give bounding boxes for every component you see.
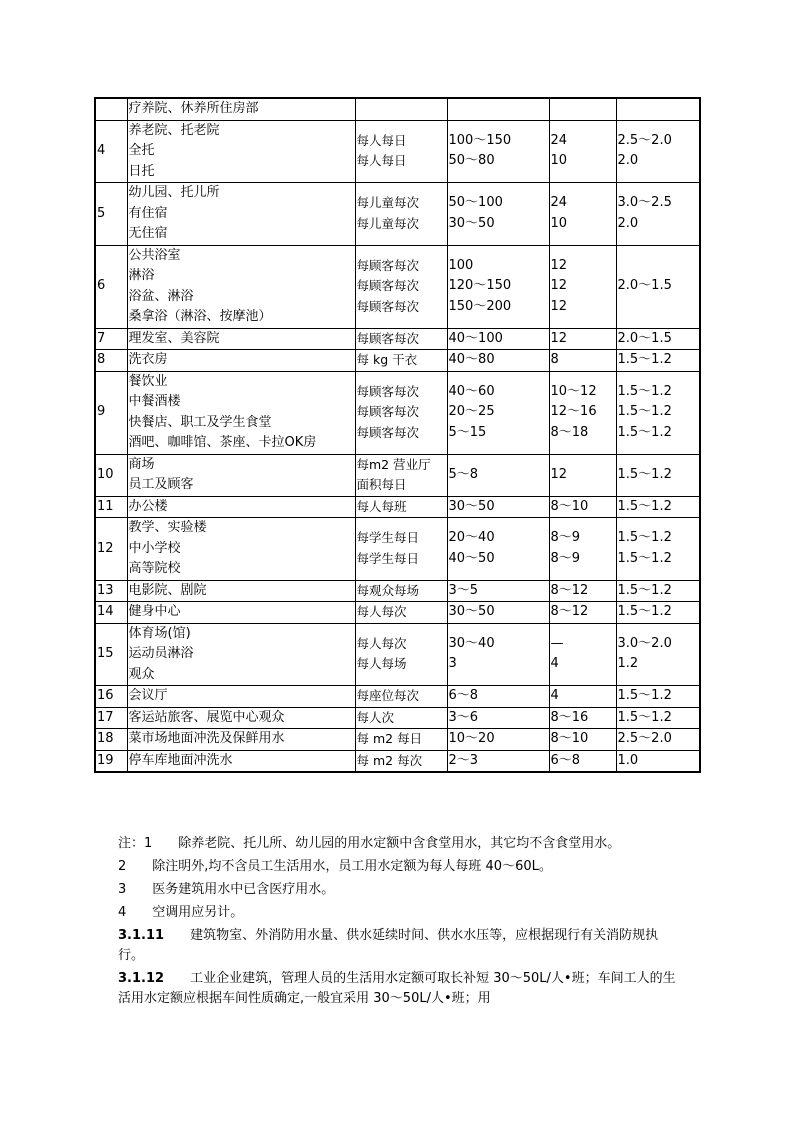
hours-cell xyxy=(549,328,616,350)
cell-line: 2.0～1.5 xyxy=(617,330,672,346)
table-row xyxy=(95,496,700,518)
row-number: 13 xyxy=(95,580,127,602)
cell-line: 50～80 xyxy=(448,153,495,169)
cell-line: 每人每日 xyxy=(356,132,407,148)
note-4: 4 空调用应另计。 xyxy=(118,905,244,920)
coef-cell xyxy=(616,729,700,751)
hours-cell xyxy=(549,707,616,729)
row-number: 14 xyxy=(95,602,127,624)
cell-line: 每观众每场 xyxy=(356,582,420,598)
cell-line: 餐饮业 xyxy=(128,373,168,389)
cell-line: 每人每次 xyxy=(356,604,407,619)
unit-cell xyxy=(355,350,447,372)
cell-line: 疗养院、休养所住房部 xyxy=(128,101,259,116)
unit-cell xyxy=(355,707,447,729)
row-number: 8 xyxy=(95,350,127,372)
coef-cell xyxy=(616,686,700,708)
cell-line: 10～12 xyxy=(550,383,597,399)
quota-cell xyxy=(447,686,549,708)
cell-line: 12 xyxy=(550,257,568,273)
row-number: 15 xyxy=(95,623,127,686)
cell-line: 8～9 xyxy=(550,550,581,566)
quota-cell xyxy=(447,350,549,372)
table-body xyxy=(95,98,700,772)
cell-line: 30～50 xyxy=(448,215,495,231)
hours-cell xyxy=(549,729,616,751)
row-number: 17 xyxy=(95,707,127,729)
coef-cell xyxy=(616,580,700,602)
cell-line: 每顾客每次 xyxy=(356,424,420,440)
cell-line: 运动员淋浴 xyxy=(128,646,194,661)
cell-line: 每顾客每次 xyxy=(356,404,420,420)
building-name xyxy=(127,729,355,751)
cell-line: 高等院校 xyxy=(128,561,181,576)
cell-line: 20～40 xyxy=(448,530,495,546)
cell-line: 1.5～1.2 xyxy=(617,530,672,546)
hours-cell xyxy=(549,580,616,602)
building-name xyxy=(127,518,355,581)
cell-line: 3.0～2.5 xyxy=(617,195,672,211)
cell-line: 1.5～1.2 xyxy=(617,709,672,725)
cell-line: 4 xyxy=(550,656,559,672)
cell-line: 办公楼 xyxy=(128,498,168,514)
hours-cell xyxy=(549,623,616,686)
hours-cell xyxy=(549,120,616,183)
cell-line: 12 xyxy=(550,278,568,294)
cell-line: 停车库地面冲洗水 xyxy=(128,752,233,768)
table-row xyxy=(95,602,700,624)
row-number: 11 xyxy=(95,496,127,518)
unit-cell xyxy=(355,623,447,686)
building-name xyxy=(127,328,355,350)
table-row xyxy=(95,518,700,581)
cell-line: 1.5～1.2 xyxy=(617,383,672,399)
unit-cell xyxy=(355,729,447,751)
cell-line: 面积每日 xyxy=(356,477,407,492)
coef-cell xyxy=(616,328,700,350)
cell-line: 理发室、美容院 xyxy=(128,330,220,346)
coef-cell xyxy=(616,750,700,772)
cell-line: 10～20 xyxy=(448,731,495,746)
building-name xyxy=(127,707,355,729)
row-number: 10 xyxy=(95,454,127,496)
hours-cell xyxy=(549,371,616,454)
cell-line: 每顾客每次 xyxy=(356,278,420,294)
unit-cell xyxy=(355,245,447,328)
coef-cell xyxy=(616,496,700,518)
clause-3-1-12 xyxy=(118,969,683,1009)
cell-line: 日托 xyxy=(128,163,155,179)
coef-cell xyxy=(616,602,700,624)
cell-line: 40～50 xyxy=(448,550,495,566)
hours-cell xyxy=(549,183,616,246)
building-name xyxy=(127,371,355,454)
building-name xyxy=(127,686,355,708)
cell-line: 电影院、剧院 xyxy=(128,582,207,598)
unit-cell xyxy=(355,371,447,454)
cell-line: 养老院、托老院 xyxy=(128,122,220,138)
row-number: 18 xyxy=(95,729,127,751)
unit-cell xyxy=(355,518,447,581)
cell-line: 员工及顾客 xyxy=(128,477,194,492)
quota-cell xyxy=(447,120,549,183)
cell-line: 菜市场地面冲洗及保鲜用水 xyxy=(128,731,285,746)
cell-line: 1.5～1.2 xyxy=(617,582,672,598)
quota-cell xyxy=(447,623,549,686)
cell-line: 3～5 xyxy=(448,582,479,598)
cell-line: 每人每日 xyxy=(356,153,407,169)
cell-line: 全托 xyxy=(128,143,155,158)
cell-line: 1.5～1.2 xyxy=(617,404,672,420)
cell-line: 8～16 xyxy=(550,709,589,725)
cell-line: 1.0 xyxy=(617,752,639,768)
cell-line: 每学生每日 xyxy=(356,530,420,546)
cell-line: 2.0 xyxy=(617,153,639,169)
row-number: 9 xyxy=(95,371,127,454)
cell-line: 12～16 xyxy=(550,404,597,420)
table-row xyxy=(95,686,700,708)
notes-section xyxy=(118,834,683,1012)
table-row xyxy=(95,183,700,246)
unit-cell xyxy=(355,328,447,350)
coef-cell xyxy=(616,183,700,246)
quota-cell xyxy=(447,750,549,772)
quota-cell xyxy=(447,183,549,246)
cell-line: 体育场(馆) xyxy=(128,625,191,641)
cell-line: 150～200 xyxy=(448,298,512,314)
building-name xyxy=(127,580,355,602)
table-row xyxy=(95,623,700,686)
row-number: 4 xyxy=(95,120,127,183)
cell-line: 2.0～1.5 xyxy=(617,278,672,294)
building-name xyxy=(127,496,355,518)
cell-line: 每 m2 每日 xyxy=(356,731,423,746)
row-number: 16 xyxy=(95,686,127,708)
cell-line: 120～150 xyxy=(448,278,512,294)
quota-cell xyxy=(447,729,549,751)
note-3: 3 医务建筑用水中已含医疗用水。 xyxy=(118,882,335,897)
cell-line: 24 xyxy=(550,132,568,148)
row-number: 19 xyxy=(95,750,127,772)
building-name xyxy=(127,120,355,183)
quota-cell xyxy=(447,580,549,602)
cell-line: 20～25 xyxy=(448,404,495,420)
table-row xyxy=(95,707,700,729)
cell-line: 30～40 xyxy=(448,635,495,651)
hours-cell xyxy=(549,602,616,624)
cell-line: 8～10 xyxy=(550,498,589,514)
quota-cell xyxy=(447,98,549,120)
coef-cell xyxy=(616,350,700,372)
cell-line: 有住宿 xyxy=(128,205,168,221)
coef-cell xyxy=(616,120,700,183)
cell-line: 中餐酒楼 xyxy=(128,394,181,409)
cell-line: 8～10 xyxy=(550,731,589,746)
unit-cell xyxy=(355,183,447,246)
table-row xyxy=(95,750,700,772)
cell-line: 2.0 xyxy=(617,215,639,231)
cell-line: 桑拿浴（淋浴、按摩池） xyxy=(128,309,272,324)
cell-line: 10 xyxy=(550,153,568,169)
row-number xyxy=(95,98,127,120)
cell-line: 2.5～2.0 xyxy=(617,731,672,746)
cell-line: 50～100 xyxy=(448,195,503,211)
hours-cell xyxy=(549,245,616,328)
cell-line: 每学生每日 xyxy=(356,550,420,566)
row-number: 5 xyxy=(95,183,127,246)
cell-line: 每座位每次 xyxy=(356,688,420,703)
table-row xyxy=(95,350,700,372)
clause-3-1-11 xyxy=(118,926,683,966)
quota-cell xyxy=(447,245,549,328)
unit-cell xyxy=(355,602,447,624)
cell-line: 酒吧、咖啡馆、茶座、卡拉OK房 xyxy=(128,435,317,450)
cell-line: 1.5～1.2 xyxy=(617,604,672,619)
cell-line: 每顾客每次 xyxy=(356,257,420,273)
unit-cell xyxy=(355,750,447,772)
note-1: 注：1 除养老院、托儿所、幼儿园的用水定额中含食堂用水，其它均不含食堂用水。 xyxy=(118,836,621,851)
cell-line: 1.5～1.2 xyxy=(617,466,672,482)
cell-line: 每人每次 xyxy=(356,635,407,651)
coef-cell xyxy=(616,454,700,496)
cell-line: 3 xyxy=(448,656,457,672)
cell-line: 12 xyxy=(550,298,568,314)
table-row xyxy=(95,580,700,602)
clause-text: 建筑物室、外消防用水量、供水延续时间、供水水压等，应根据现行有关消防规执行。 xyxy=(118,928,659,963)
cell-line: 每顾客每次 xyxy=(356,330,420,346)
unit-cell xyxy=(355,580,447,602)
cell-line: 5～15 xyxy=(448,424,487,440)
cell-line: 无住宿 xyxy=(128,226,168,241)
cell-line: 40～100 xyxy=(448,330,503,346)
row-number: 6 xyxy=(95,245,127,328)
building-name xyxy=(127,623,355,686)
cell-line: 8～12 xyxy=(550,604,589,619)
coef-cell xyxy=(616,245,700,328)
cell-line: 浴盆、淋浴 xyxy=(128,288,194,304)
cell-line: 淋浴 xyxy=(128,268,155,283)
cell-line: 每 kg 干衣 xyxy=(356,352,418,367)
cell-line: 公共浴室 xyxy=(128,247,181,263)
hours-cell xyxy=(549,750,616,772)
cell-line: 2.5～2.0 xyxy=(617,132,672,148)
building-name xyxy=(127,750,355,772)
cell-line: 40～60 xyxy=(448,383,495,399)
building-name xyxy=(127,245,355,328)
unit-cell xyxy=(355,454,447,496)
cell-line: 每 m2 每次 xyxy=(356,752,423,768)
cell-line: 100～150 xyxy=(448,132,512,148)
cell-line: — xyxy=(550,635,564,651)
quota-cell xyxy=(447,454,549,496)
row-number: 12 xyxy=(95,518,127,581)
cell-line: 1.5～1.2 xyxy=(617,424,672,440)
quota-cell xyxy=(447,328,549,350)
cell-line: 12 xyxy=(550,330,568,346)
coef-cell xyxy=(616,623,700,686)
table-row xyxy=(95,328,700,350)
table-row xyxy=(95,98,700,120)
cell-line: 10 xyxy=(550,215,568,231)
cell-line: 1.5～1.2 xyxy=(617,352,672,367)
quota-cell xyxy=(447,518,549,581)
cell-line: 8～9 xyxy=(550,530,581,546)
cell-line: 每顾客每次 xyxy=(356,383,420,399)
table-row xyxy=(95,454,700,496)
water-quota-table xyxy=(94,97,701,773)
cell-line: 商场 xyxy=(128,456,155,472)
hours-cell xyxy=(549,686,616,708)
cell-line: 8 xyxy=(550,352,559,367)
cell-line: 洗衣房 xyxy=(128,352,168,367)
clause-text: 工业企业建筑，管理人员的生活用水定额可取长补短 30～50L/人•班；车间工人的生活用水定额应根据车间性质确定,一般宜采用 30～50L/人•班；用 xyxy=(118,971,676,1006)
cell-line: 3～6 xyxy=(448,709,479,725)
cell-line: 每儿童每次 xyxy=(356,215,420,231)
note-2: 2 除注明外,均不含员工生活用水，员工用水定额为每人每班 40～60L。 xyxy=(118,859,552,874)
coef-cell xyxy=(616,371,700,454)
unit-cell xyxy=(355,686,447,708)
cell-line: 5～8 xyxy=(448,466,479,482)
unit-cell xyxy=(355,120,447,183)
cell-line: 8～12 xyxy=(550,582,589,598)
quota-cell xyxy=(447,496,549,518)
cell-line: 30～50 xyxy=(448,604,495,619)
cell-line: 客运站旅客、展览中心观众 xyxy=(128,709,285,725)
cell-line: 40～80 xyxy=(448,352,495,367)
hours-cell xyxy=(549,518,616,581)
cell-line: 中小学校 xyxy=(128,540,181,556)
cell-line: 观众 xyxy=(128,666,155,682)
cell-line: 每人每场 xyxy=(356,656,407,672)
clause-number: 3.1.12 xyxy=(118,971,165,986)
cell-line: 每人每班 xyxy=(356,498,407,514)
cell-line: 每儿童每次 xyxy=(356,195,420,211)
coef-cell xyxy=(616,707,700,729)
cell-line: 快餐店、职工及学生食堂 xyxy=(128,414,272,430)
table-row xyxy=(95,729,700,751)
cell-line: 4 xyxy=(550,688,559,703)
clause-number: 3.1.11 xyxy=(118,928,165,943)
hours-cell xyxy=(549,98,616,120)
cell-line: 幼儿园、托儿所 xyxy=(128,185,220,200)
unit-cell xyxy=(355,98,447,120)
cell-line: 1.5～1.2 xyxy=(617,498,672,514)
table-row xyxy=(95,371,700,454)
hours-cell xyxy=(549,454,616,496)
coef-cell xyxy=(616,518,700,581)
table-row xyxy=(95,120,700,183)
cell-line: 健身中心 xyxy=(128,604,181,619)
unit-cell xyxy=(355,496,447,518)
cell-line: 100 xyxy=(448,257,474,273)
row-number: 7 xyxy=(95,328,127,350)
cell-line: 1.2 xyxy=(617,656,639,672)
cell-line: 6～8 xyxy=(550,752,581,768)
cell-line: 8～18 xyxy=(550,424,589,440)
cell-line: 3.0～2.0 xyxy=(617,635,672,651)
hours-cell xyxy=(549,350,616,372)
cell-line: 30～50 xyxy=(448,498,495,514)
quota-cell xyxy=(447,707,549,729)
quota-cell xyxy=(447,602,549,624)
cell-line: 6～8 xyxy=(448,688,479,703)
building-name xyxy=(127,183,355,246)
cell-line: 12 xyxy=(550,466,568,482)
cell-line: 每人次 xyxy=(356,709,395,725)
hours-cell xyxy=(549,496,616,518)
cell-line: 24 xyxy=(550,195,568,211)
cell-line: 1.5～1.2 xyxy=(617,550,672,566)
building-name xyxy=(127,454,355,496)
cell-line: 教学、实验楼 xyxy=(128,520,207,535)
cell-line: 2～3 xyxy=(448,752,479,768)
cell-line: 会议厅 xyxy=(128,688,168,703)
building-name xyxy=(127,98,355,120)
cell-line: 每m2 营业厅 xyxy=(356,456,431,472)
cell-line: 每顾客每次 xyxy=(356,298,420,314)
quota-cell xyxy=(447,371,549,454)
table-row xyxy=(95,245,700,328)
building-name xyxy=(127,602,355,624)
building-name xyxy=(127,350,355,372)
cell-line: 1.5～1.2 xyxy=(617,688,672,703)
coef-cell xyxy=(616,98,700,120)
